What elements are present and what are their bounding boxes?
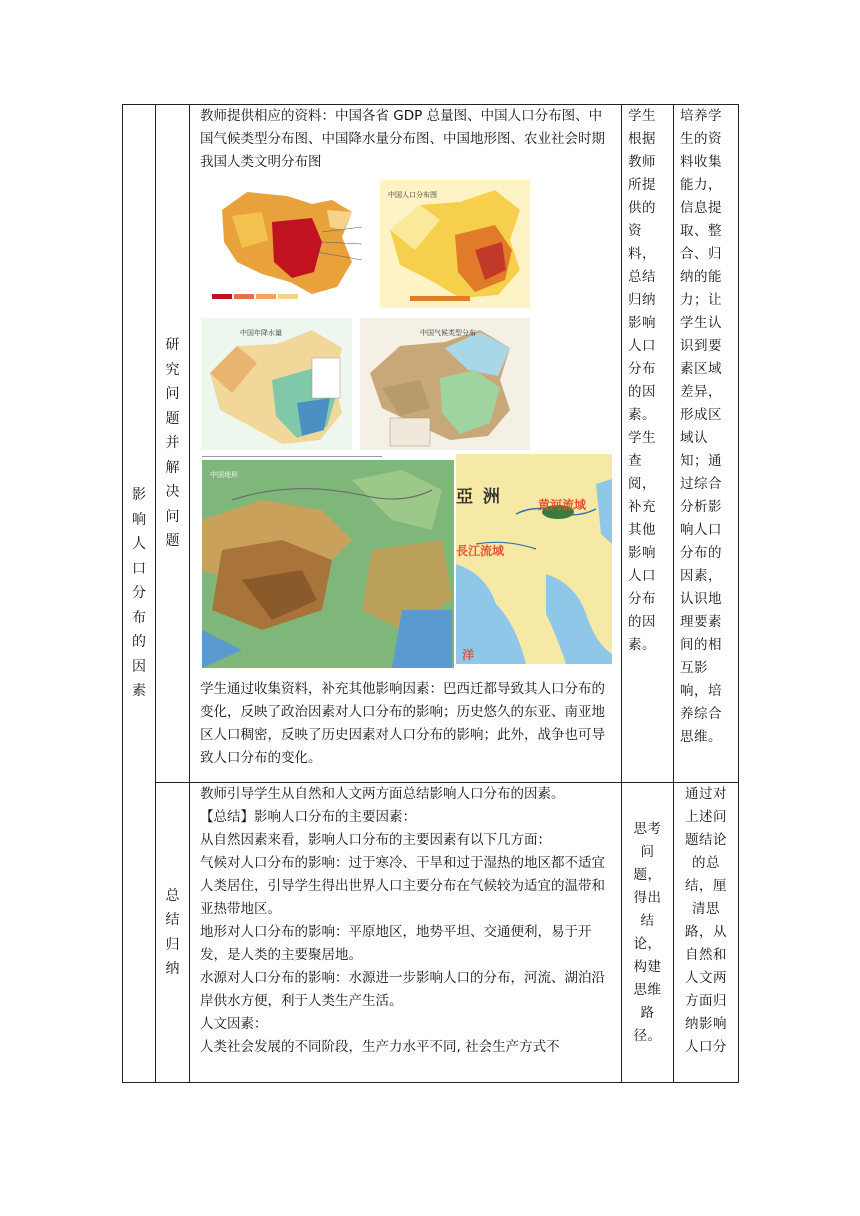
stage-cell bbox=[156, 783, 190, 1083]
section-label: 影响人口分布的因素 bbox=[132, 487, 146, 700]
map-collage bbox=[200, 178, 613, 678]
purpose-cell bbox=[674, 783, 739, 1083]
population-map-title: 中国人口分布图 bbox=[388, 191, 437, 199]
purpose-text: 培养学生的资料收集能力，信息提取、整合、归纳的能力；让学生认识到要素区域差异，形成区域认知；通过综合分析影响人口分布的因素，认识地理要素间的相互影响，培养综合思维。 bbox=[680, 108, 722, 745]
summary-line: 从自然因素来看，影响人口分布的主要因素有以下几方面： bbox=[200, 832, 551, 848]
terrain-map-graphic bbox=[202, 460, 454, 668]
table-row bbox=[123, 105, 739, 783]
gdp-map bbox=[202, 182, 372, 310]
stage-label: 总结归纳 bbox=[165, 887, 180, 977]
map-divider bbox=[202, 456, 382, 457]
purpose-text: 通过对上述问题结论的总结，厘清思路，从自然和人文两方面归纳影响人口分 bbox=[685, 786, 727, 1055]
activity-cell bbox=[622, 783, 674, 1083]
summary-line: 人类社会发展的不同阶段，生产力水平不同, 社会生产方式不 bbox=[200, 1039, 560, 1055]
climate-map bbox=[360, 318, 530, 450]
gdp-map-graphic bbox=[202, 182, 372, 310]
summary-line: 气候对人口分布的影响：过于寒冷、干旱和过于湿热的地区都不适宜人类居住，引导学生得出世界人口主要分布在气候较为适宜的温带和亚热带地区。 bbox=[200, 855, 605, 917]
section-label-cell bbox=[123, 105, 156, 1083]
stage-cell bbox=[156, 105, 190, 783]
summary-line: 水源对人口分布的影响：水源进一步影响人口的分布，河流、湖泊沿岸供水方便，利于人类生产生活。 bbox=[200, 970, 605, 1009]
precipitation-map-title: 中国年降水量 bbox=[240, 329, 282, 337]
precipitation-map bbox=[202, 318, 352, 450]
asia-label: 亞 洲 bbox=[456, 487, 502, 507]
climate-map-title: 中国气候类型分布 bbox=[420, 329, 476, 337]
population-map bbox=[380, 180, 530, 308]
lesson-table bbox=[122, 104, 739, 1083]
teacher-text: 教师提供相应的资料：中国各省 GDP 总量图、中国人口分布图、中国气候类型分布图、中国降水量分布图、中国地形图、农业社会时期我国人类文明分布图 bbox=[200, 108, 605, 170]
summary-line: 【总结】影响人口分布的主要因素： bbox=[200, 809, 416, 825]
purpose-cell bbox=[674, 105, 739, 783]
civilization-map bbox=[456, 454, 612, 664]
table-row bbox=[123, 783, 739, 1083]
yellow-river-label: 黄河流域 bbox=[538, 498, 587, 512]
summary-line: 教师引导学生从自然和人文两方面总结影响人口分布的因素。 bbox=[200, 786, 565, 802]
summary-line: 地形对人口分布的影响：平原地区，地势平坦、交通便利，易于开发，是人类的主要聚居地。 bbox=[200, 924, 592, 963]
ocean-label: 洋 bbox=[462, 648, 475, 662]
yangtze-label: 長江流域 bbox=[456, 544, 505, 558]
activity-cell bbox=[622, 105, 674, 783]
content-cell bbox=[190, 105, 622, 783]
summary-line: 人文因素： bbox=[200, 1016, 268, 1032]
activity-text: 学生根据教师所提供的资料，总结归纳影响人口分布的因素。学生查阅，补充其他影响人口分布的因素。 bbox=[628, 108, 656, 653]
content-cell bbox=[190, 783, 622, 1083]
student-text: 学生通过收集资料，补充其他影响因素：巴西迁都导致其人口分布的变化，反映了政治因素对人口分布的影响；历史悠久的东亚、南亚地区人口稠密，反映了历史因素对人口分布的影响；此外，战争也可导致人口分布的变化。 bbox=[200, 681, 605, 766]
activity-text: 思考问题，得出结论，构建思维路径。 bbox=[633, 820, 662, 1044]
stage-label: 研究问题并解决问题 bbox=[165, 337, 180, 550]
terrain-map bbox=[202, 460, 454, 668]
terrain-map-title: 中国地形 bbox=[210, 471, 238, 479]
